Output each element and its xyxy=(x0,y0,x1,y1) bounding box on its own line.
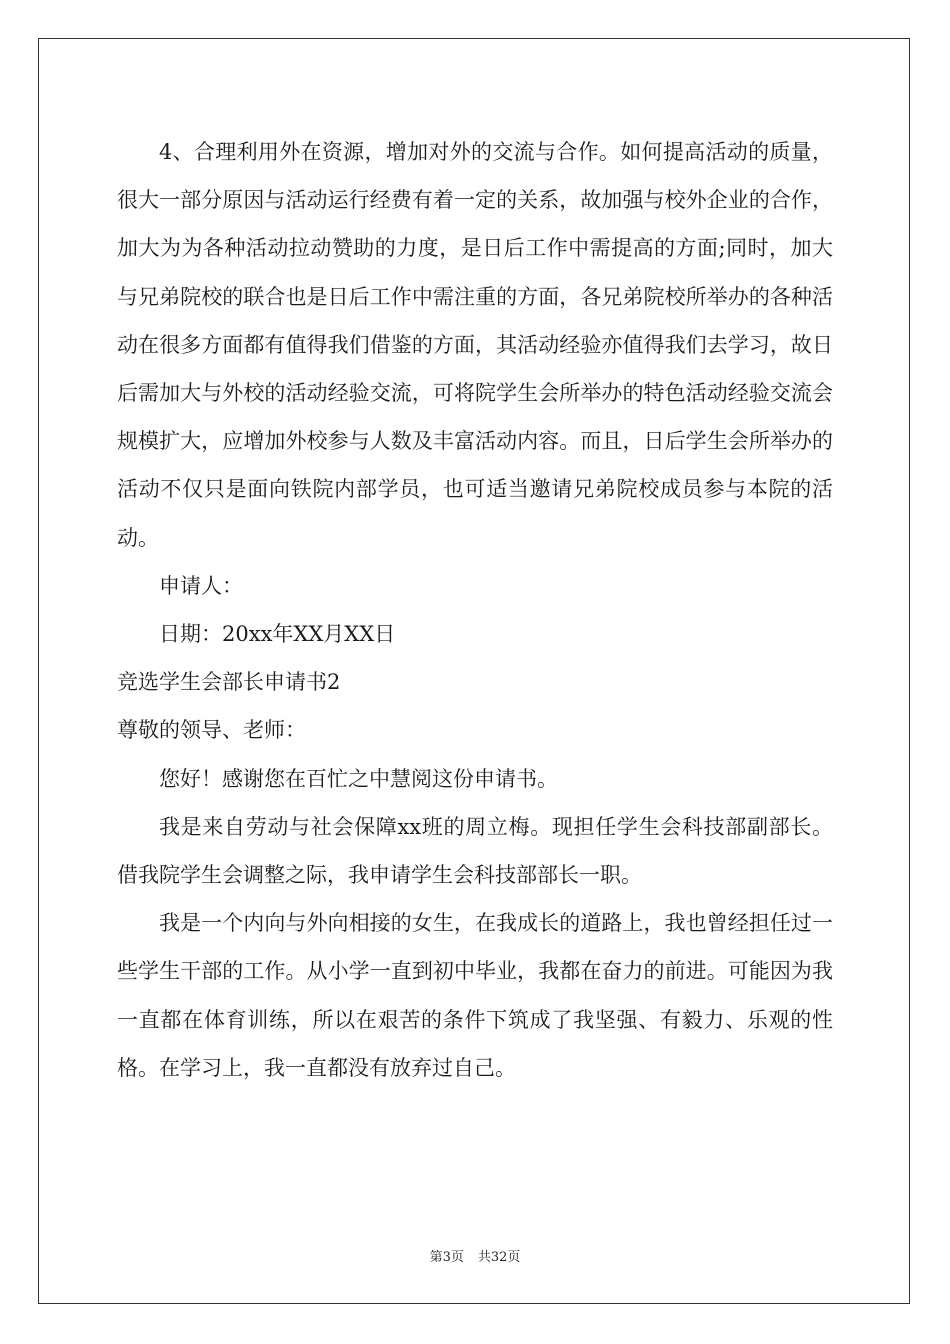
salutation: 尊敬的领导、老师： xyxy=(117,718,306,743)
date-line: 日期：20xx年XX月XX日 xyxy=(159,622,396,647)
paragraph-resources: 4、合理利用外在资源，增加对外的交流与合作。如何提高活动的质量，很大一部分原因与活动运行经费有着一定的关系，故加强与校外企业的合作，加大为为各种活动拉动赞助的力度，是日后工作中需提高的方面;同时，加大与兄弟院校的联合也是日后工作中需注重的方面，各兄弟院校所举办的各种活动在很多方面都有值得我们借鉴的方面，其活动经验亦值得我们去学习，故日后需加大与外校的活动经验交流，可将院学生会所举办的特色活动经验交流会规模扩大，应增加外校参与人数及丰富活动内容。而且，日后学生会所举办的活动不仅只是面向铁院内部学员，也可适当邀请兄弟院校成员参与本院的活动。 xyxy=(117,140,833,550)
paragraph-greeting: 您好！感谢您在百忙之中慧阅这份申请书。 xyxy=(159,766,558,791)
total-pages: 共32页 xyxy=(477,1250,521,1265)
page-footer xyxy=(0,1246,950,1265)
paragraph-background: 我是一个内向与外向相接的女生，在我成长的道路上，我也曾经担任过一些学生干部的工作。从小学一直到初中毕业，我都在奋力的前进。可能因为我一直都在体育训练，所以在艰苦的条件下筑成了我坚强、有毅力、乐观的性格。在学习上，我一直都没有放弃过自己。 xyxy=(117,911,833,1080)
page-number: 第3页 xyxy=(429,1250,464,1265)
document-body xyxy=(117,128,833,1092)
document-title: 竞选学生会部长申请书2 xyxy=(117,670,341,695)
paragraph-introduction: 我是来自劳动与社会保障xx班的周立梅。现担任学生会科技部副部长。借我院学生会调整之际，我申请学生会科技部部长一职。 xyxy=(117,814,833,888)
applicant-line: 申请人： xyxy=(159,573,243,598)
